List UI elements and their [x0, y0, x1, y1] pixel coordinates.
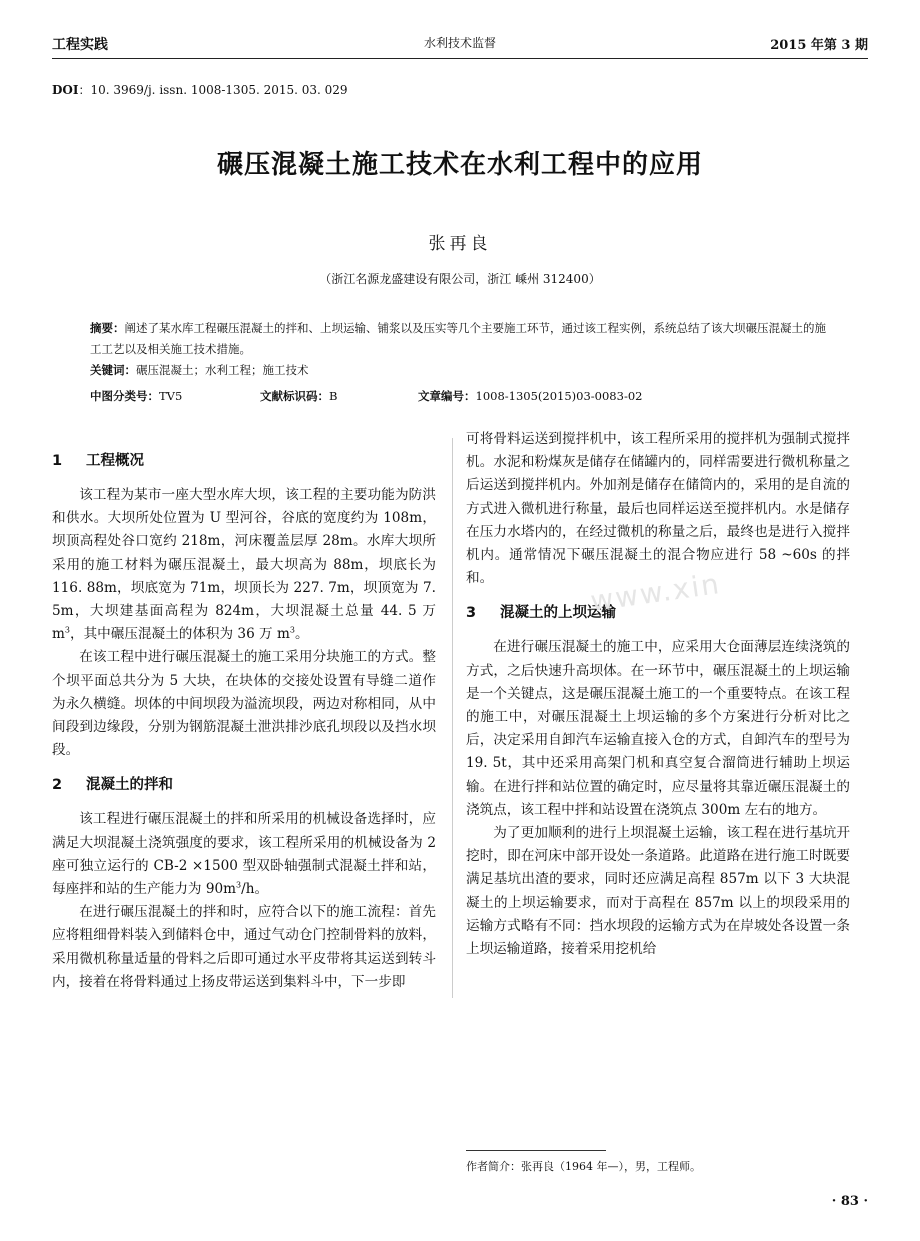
keywords-text: 碾压混凝土；水利工程；施工技术: [136, 363, 309, 377]
running-header: [52, 34, 868, 54]
header-section: 工程实践: [52, 37, 108, 53]
doi-value: ：10. 3969/j. issn. 1008-1305. 2015. 03. 029: [78, 83, 348, 97]
section-title: 混凝土的拌和: [86, 777, 173, 794]
keywords-label: 关键词：: [90, 363, 136, 377]
header-issue: 2015 年第 3 期: [770, 38, 868, 53]
watermark: www.xin: [588, 567, 723, 618]
author-footnote: 作者简介：张再良（1964 年—），男，工程师。: [466, 1160, 701, 1173]
superscript: 3: [64, 625, 70, 635]
article-no-item: [418, 388, 642, 404]
doc-code-label: 文献标识码：: [260, 389, 329, 403]
paragraph-text: /h。: [241, 881, 269, 898]
section-heading-1: [52, 438, 436, 484]
classification-line: [90, 388, 830, 408]
abstract: [90, 318, 830, 360]
doc-code-value: B: [329, 389, 338, 403]
page-number: · 83 ·: [831, 1194, 868, 1209]
footnote-rule: [466, 1150, 606, 1151]
left-column: [52, 438, 436, 994]
doi-line: [52, 81, 348, 98]
paragraph-2-2-continued: 可将骨料运送到搅拌机中，该工程所采用的搅拌机为强制式搅拌机。水泥和粉煤灰是储存在储罐内的，同样需要进行微机称量之后运送到搅拌机内。外加剂是储存在储筒内的，采用的是自流的方式进入微机进行称量，最后也同样运送至搅拌机内。水是储存在压力水塔内的，在经过微机的称量之后，最终也是进行入搅拌机内。通常情况下碾压混凝土的混合物应进行 58 ~60s 的拌和。: [466, 431, 850, 587]
section-number: 1: [52, 453, 63, 469]
paragraph-2-1: [52, 808, 436, 901]
paragraph-3-1: 在进行碾压混凝土的施工中，应采用大仓面薄层连续浇筑的方式，之后快速升高坝体。在一环节中，碾压混凝土的上坝运输是一个关键点，这是碾压混凝土施工的一个重要特点。在该工程的施工中，对碾压混凝土上坝运输的多个方案进行分析对比之后，决定采用自卸汽车运输直接入仓的方式，自卸汽车的型号为 19. 5t，其中还采用高架门机和真空复合溜筒进行辅助上坝运输。在进行拌和站位置的确定时，应尽量将其靠近碾压混凝土的浇筑点，该工程中拌和站设置在浇筑点 300m 左右的地方。: [466, 639, 850, 818]
paragraph-1-2: 在该工程中进行碾压混凝土的施工采用分块施工的方式。整个坝平面总共分为 5 大块，在块体的交接处设置有导缝二道作为永久横缝。坝体的中间坝段为溢流坝段，两边对称相同，从中间段到边缘段，分别为钢筋混凝土泄洪排沙底孔坝段以及挡水坝段。: [52, 649, 436, 759]
article-no-value: 1008-1305(2015)03-0083-02: [475, 389, 643, 403]
section-number: 3: [466, 605, 477, 622]
section-title: 混凝土的上坝运输: [500, 605, 616, 622]
paragraph-1-1: [52, 484, 436, 646]
author: 张再良: [428, 234, 492, 254]
paragraph-text: 该工程进行碾压混凝土的拌和所采用的机械设备选择时，应满足大坝混凝土浇筑强度的要求，该工程所采用的机械设备为 2 座可独立运行的 CB-2 ×1500 型双卧轴强制式混凝土拌和站，每座拌和站的生产能力为 90m: [52, 811, 436, 898]
abstract-block: [90, 318, 830, 381]
section-title: 工程概况: [86, 453, 144, 469]
header-rule: [52, 58, 868, 59]
doi-label: DOI: [52, 83, 79, 97]
article-no-label: 文章编号：: [418, 389, 476, 403]
section-number: 2: [52, 777, 63, 794]
affiliation: （浙江名源龙盛建设有限公司，浙江 嵊州 312400）: [319, 272, 601, 286]
paragraph-text: 该工程为某市一座大型水库大坝，该工程的主要功能为防洪和供水。大坝所处位置为 U 型河谷，谷底的宽度约为 108m，坝顶高程处谷口宽约 218m，河床覆盖层厚 28m。水库大坝所采用的施工材料为碾压混凝土，最大坝高为 88m，坝底长为 116. 88m，坝底宽为 71m，坝顶长为 227. 7m，坝顶宽为 7. 5m，大坝建基面高程为 824m，大坝混凝土总量 44. 5 万 m: [52, 487, 436, 643]
abstract-label: 摘要：: [90, 321, 125, 335]
paragraph-3-2: 为了更加顺利的进行上坝混凝土运输，该工程在进行基坑开挖时，即在河床中部开设处一条道路。此道路在进行施工时既要满足基坑出渣的要求，同时还应满足高程 857m 以下 3 大块混凝土的上坝运输要求，而对于高程在 857m 以上的坝段采用的运输方式略有不同：挡水坝段的运输方式为在岸坡处各设置一条上坝运输道路，接着采用挖机给: [466, 825, 850, 958]
page-title: 碾压混凝土施工技术在水利工程中的应用: [216, 150, 703, 180]
clc-label: 中图分类号：: [90, 389, 159, 403]
keywords: [90, 360, 830, 381]
section-heading-2: [52, 762, 436, 808]
superscript: 3: [289, 625, 295, 635]
doc-code-item: [260, 388, 337, 404]
right-column: [466, 428, 850, 961]
paragraph-text: 。: [294, 626, 309, 643]
clc-value: TV5: [159, 389, 183, 403]
paragraph-text: ，其中碾压混凝土的体积为 36 万 m: [69, 626, 290, 643]
column-divider: [452, 438, 453, 998]
header-journal: 水利技术监督: [423, 36, 496, 50]
abstract-text: 阐述了某水库工程碾压混凝土的拌和、上坝运输、铺浆以及压实等几个主要施工环节，通过该工程实例，系统总结了该大坝碾压混凝土的施工工艺以及相关施工技术措施。: [90, 321, 826, 356]
superscript: 3: [236, 880, 242, 890]
clc-item: [90, 388, 182, 404]
paragraph-2-2: 在进行碾压混凝土的拌和时，应符合以下的施工流程：首先应将粗细骨料装入到储料仓中，通过气动仓门控制骨料的放料，采用微机称量适量的骨料之后即可通过水平皮带将其运送到转斗内，接着在将骨料通过上扬皮带运送到集料斗中，下一步即: [52, 904, 436, 990]
